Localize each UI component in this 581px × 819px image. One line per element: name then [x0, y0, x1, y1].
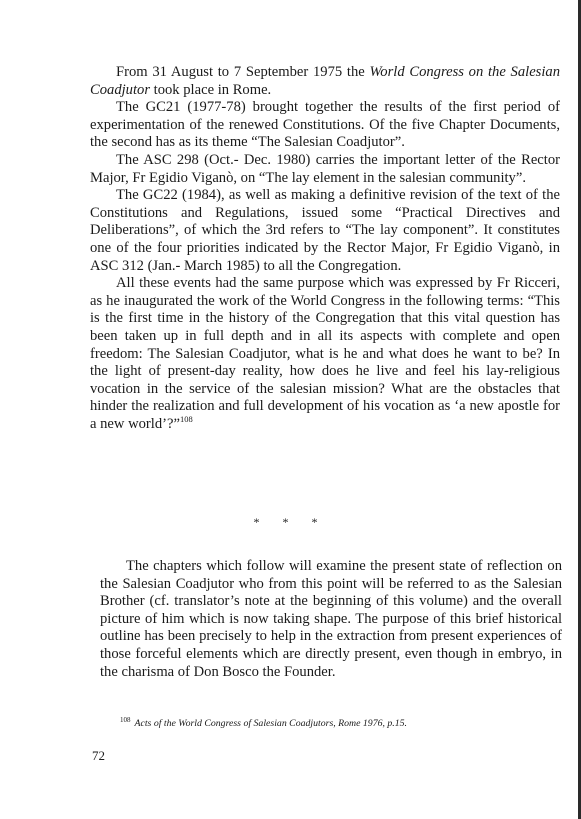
- paragraph-world-congress: [90, 64, 560, 99]
- section-separator: * * *: [253, 515, 328, 529]
- paragraph-gc21: The GC21 (1977-78) brought together the results of the first period of experimentation of the renewed Constitutions. Of the five Chapter Documents, the second has as its theme “The Salesian Coadjutor”.: [90, 99, 560, 151]
- footnote-number: 108: [120, 715, 131, 724]
- paragraph-asc-298: The ASC 298 (Oct.- Dec. 1980) carries the important letter of the Rector Major, Fr Egidio Viganò, on “The lay element in the salesian community”.: [90, 151, 560, 186]
- congress-title-italic: World Congress on the Salesian Coadjutor: [90, 64, 560, 98]
- paragraph-text: From 31 August to 7 September 1975 the: [116, 64, 370, 80]
- paragraph-ricceri-quote: [90, 275, 560, 433]
- main-text-block: [90, 64, 560, 433]
- closing-text-block: [100, 558, 562, 681]
- paragraph-chapters-follow: The chapters which follow will examine the present state of reflection on the Salesian Coadjutor who from this point will be referred to as the Salesian Brother (cf. translator’s note at the beginning of this volume) and the overall picture of him which is now taking shape. The purpose of this brief historical outline has been precisely to help in the extraction from present experiences of those forceful elements which are directly present, even though in embryo, in the charisma of Don Bosco the Founder.: [100, 558, 562, 680]
- footnote-reference: 108: [179, 414, 193, 425]
- paragraph-text: All these events had the same purpose which was expressed by Fr Ricceri, as he inaugurated the work of the World Congress in the following terms: “This is the first time in the history of the Congregation that this vital question has been taken up in full depth and in all its aspects with complete and open freedom: The Salesian Coadjutor, what is he and what does he want to be? In the light of present-day reality, how does he live and feel his lay-religious vocation in the service of the salesian mission? What are the obstacles that hinder the realization and full development of his vocation as ‘a new apostle for a new world’?”: [90, 275, 560, 432]
- page-number: 72: [92, 748, 105, 763]
- paragraph-text: took place in Rome.: [150, 81, 272, 98]
- footnote-text: Acts of the World Congress of Salesian Coadjutors, Rome 1976, p.15.: [134, 718, 407, 729]
- footnote: [120, 715, 560, 730]
- paragraph-gc22: The GC22 (1984), as well as making a definitive revision of the text of the Constitutions and Regulations, issued some “Practical Directives and Deliberations”, of which the 3rd refers to “The lay component”. It constitutes one of the four priorities indicated by the Rector Major, Fr Egidio Viganò, in ASC 312 (Jan.- March 1985) to all the Congregation.: [90, 187, 560, 274]
